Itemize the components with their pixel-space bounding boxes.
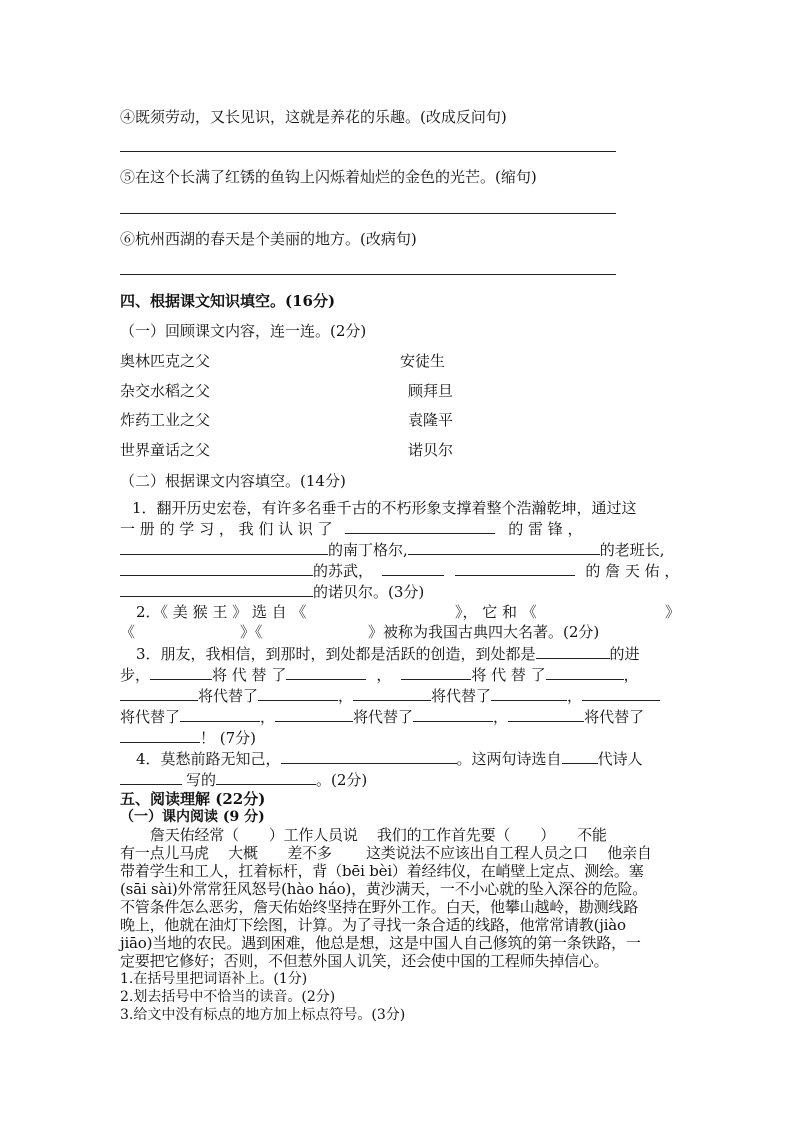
passage-line: jiāo)当地的农民。遇到困难，他总是想，这是中国人自己修筑的第一条铁路，一	[120, 934, 641, 952]
blank[interactable]	[345, 518, 495, 534]
section-4-title: 四、根据课文知识填空。(16分)	[120, 292, 336, 310]
q3-text: ！ (7分)	[200, 729, 257, 747]
q3-text: 将代替了	[431, 687, 492, 705]
blank[interactable]	[401, 664, 471, 680]
q3-text: 将代替了	[353, 708, 414, 726]
passage-text: ）工作人员说 我们的工作首先要（	[268, 826, 511, 844]
q1-text: 的 雷 锋 ，	[508, 520, 583, 538]
passage-text: ） 不能	[540, 826, 607, 844]
task-3: 3.给文中没有标点的地方加上标点符号。(3分)	[120, 1007, 406, 1023]
q3-line-2	[120, 664, 639, 685]
match-right-item: 顾拜旦	[408, 382, 454, 400]
q1-line-3	[120, 539, 665, 560]
blank[interactable]	[120, 539, 328, 555]
blank[interactable]	[491, 685, 567, 701]
match-right-item: 诺贝尔	[408, 441, 454, 459]
blank[interactable]	[120, 581, 313, 597]
q3-text: 将代替了	[584, 708, 645, 726]
part-2-title: （二）根据课文内容填空。(14分)	[120, 472, 346, 490]
q3-text: 将 代 替 了	[471, 666, 546, 684]
q3-text: 将 代 替 了	[212, 666, 287, 684]
passage-line	[150, 825, 607, 845]
q3-text: ，	[376, 666, 392, 684]
q1-text: 的南丁格尔,	[328, 541, 408, 559]
section-5-title: 五、阅读理解 (22分)	[120, 790, 266, 808]
q4-text: 4．莫愁前路无知己，	[136, 750, 281, 768]
blank[interactable]	[150, 664, 212, 680]
q3-text: 将代替了	[120, 708, 181, 726]
blank[interactable]	[382, 560, 444, 576]
q1-line-1: 1．翻开历史宏卷，有许多名垂千古的不朽形象支撑着整个浩瀚乾坤，通过这	[132, 499, 637, 517]
task-1: 1.在括号里把词语补上。(1分)	[120, 971, 308, 987]
q4-text: 。(2分)	[316, 771, 368, 789]
q2-text: 》被称为我国古典四大名著。(2分)	[368, 623, 600, 641]
match-left-item: 奥林匹克之父	[120, 352, 211, 370]
blank[interactable]	[286, 664, 366, 680]
q3-text: ，	[338, 687, 354, 705]
passage-line: 晚上，他就在油灯下绘图，计算。为了寻找一条合适的线路，他常常请教(jiào	[120, 916, 626, 934]
match-left-item: 世界童话之父	[120, 441, 211, 459]
blank[interactable]	[413, 706, 493, 722]
q1-line-2	[120, 518, 583, 539]
blank[interactable]	[536, 643, 610, 659]
q3-text: ，	[493, 708, 509, 726]
blank[interactable]	[455, 560, 575, 576]
blank[interactable]	[508, 706, 584, 722]
answer-line	[120, 274, 616, 275]
q3-text: ，	[567, 687, 583, 705]
q3-line-5	[120, 727, 256, 748]
match-right-item: 安徒生	[400, 352, 446, 370]
q1-text: 的 詹 天 佑 ，	[585, 562, 680, 580]
passage-line: 定要把它修好；否则，不但惹外国人讥笑，还会使中国的工程师失掉信心。	[120, 952, 609, 970]
blank[interactable]	[562, 748, 598, 764]
q3-text: 的进	[609, 645, 640, 663]
blank[interactable]	[275, 706, 353, 722]
match-left-item: 炸药工业之父	[120, 411, 211, 429]
q1-text: 一 册 的 学 习 ， 我 们 认 识 了	[120, 520, 333, 538]
passage-line: 带着学生和工人，扛着标杆，背（bēi bèi）着经纬仪，在峭壁上定点、测绘。塞	[120, 862, 644, 880]
q1-text: 的老班长,	[599, 541, 665, 559]
blank[interactable]	[353, 685, 431, 701]
q2-text: 2．《 美 猴 王 》 选 自 《	[136, 603, 307, 621]
blank[interactable]	[546, 664, 624, 680]
q2-text: 》《	[240, 623, 263, 641]
answer-line	[120, 213, 616, 214]
blank[interactable]	[216, 769, 316, 785]
part-1-reading-title: （一）课内阅读 (9 分)	[120, 809, 265, 825]
q3-text: ，	[623, 666, 639, 684]
blank[interactable]	[281, 748, 457, 764]
blank[interactable]	[408, 539, 600, 555]
q3-line-4	[120, 706, 644, 727]
q3-text: 步，	[120, 666, 151, 684]
answer-line	[120, 151, 616, 152]
q4-line-2	[120, 769, 367, 790]
q2-text: 》， 它 和 《	[455, 603, 537, 621]
q4-line-1	[136, 748, 643, 769]
q1-text: 的诺贝尔。(3分)	[313, 583, 425, 601]
sentence-item-6: ⑥杭州西湖的春天是个美丽的地方。(改病句)	[120, 230, 417, 248]
blank[interactable]	[582, 685, 660, 701]
q1-text: 的苏武，	[313, 562, 374, 580]
q3-line-3	[120, 685, 660, 706]
q3-text: 3．朋友，我相信，到那时，到处都是活跃的创造，到处都是	[136, 645, 536, 663]
q1-line-5	[120, 581, 424, 602]
q4-text: 写的	[186, 771, 217, 789]
match-right-item: 袁隆平	[408, 411, 454, 429]
q3-text: ，	[260, 708, 276, 726]
passage-line: 不管条件怎么恶劣，詹天佑始终坚持在野外工作。白天，他攀山越岭，勘测线路	[120, 898, 639, 916]
q1-line-4	[120, 560, 679, 581]
passage-line: 有一点儿马虎 大概 差不多 这类说法不应该出自工程人员之口 他亲自	[120, 844, 652, 862]
q2-text: 《	[120, 623, 136, 641]
blank[interactable]	[120, 727, 200, 743]
match-left-item: 杂交水稻之父	[120, 382, 211, 400]
blank[interactable]	[180, 706, 260, 722]
sentence-item-5: ⑤在这个长满了红锈的鱼钩上闪烁着灿烂的金色的光芒。(缩句)	[120, 168, 537, 186]
sentence-item-4: ④既须劳动，又长见识，这就是养花的乐趣。(改成反问句)	[120, 108, 507, 126]
q3-text: 将代替了	[198, 687, 259, 705]
q2-text: 》	[665, 603, 681, 621]
passage-text: 詹天佑经常（	[150, 826, 239, 844]
blank[interactable]	[120, 560, 313, 576]
q4-text: 代诗人	[597, 750, 643, 768]
q3-line-1	[136, 643, 640, 664]
blank[interactable]	[258, 685, 338, 701]
blank[interactable]	[120, 685, 198, 701]
q4-text: 。这两句诗选自	[456, 750, 562, 768]
passage-line: (sāi sài)外常常狂风怒号(hào háo)，黄沙满天，一不小心就的坠入深谷的危险。	[120, 880, 648, 898]
blank[interactable]	[120, 769, 182, 785]
part-1-title: （一）回顾课文内容，连一连。(2分)	[120, 322, 367, 340]
task-2: 2.划去括号中不恰当的读音。(2分)	[120, 989, 336, 1005]
